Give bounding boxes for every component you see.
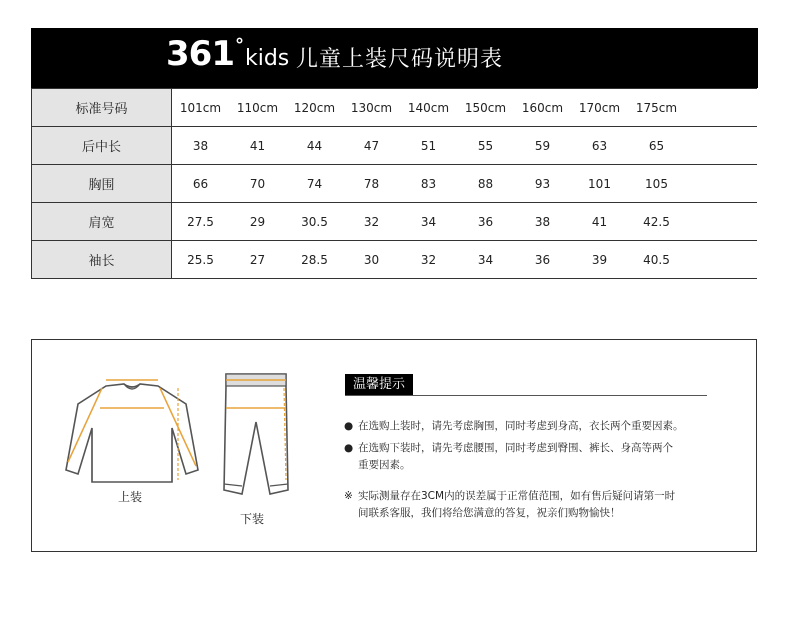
table-cell: 105 <box>628 165 685 203</box>
header-label: 标准号码 <box>32 89 172 127</box>
tip-text: 在选购上装时，请先考虑胸围，同时考虑到身高，衣长两个重要因素。 <box>358 420 684 432</box>
size-cell: 150cm <box>457 89 514 127</box>
table-cell: 47 <box>343 127 400 165</box>
table-cell: 51 <box>400 127 457 165</box>
table-cell: 41 <box>229 127 286 165</box>
table-cell: 55 <box>457 127 514 165</box>
table-cell: 83 <box>400 165 457 203</box>
table-cell: 27.5 <box>172 203 230 241</box>
table-cell: 41 <box>571 203 628 241</box>
table-pad <box>685 241 757 279</box>
table-cell: 66 <box>172 165 230 203</box>
row-label: 袖长 <box>32 241 172 279</box>
header-banner <box>31 28 758 88</box>
table-cell: 93 <box>514 165 571 203</box>
table-pad <box>685 203 757 241</box>
tip-text: 在选购下装时，请先考虑腰围，同时考虑到臀围、裤长、身高等两个 <box>358 442 673 454</box>
tip-text: 重要因素。 <box>358 459 411 471</box>
table-row <box>32 203 758 241</box>
table-cell: 36 <box>514 241 571 279</box>
size-cell: 101cm <box>172 89 230 127</box>
note-mark-icon: ※ <box>344 490 353 502</box>
table-pad <box>685 127 757 165</box>
table-cell: 42.5 <box>628 203 685 241</box>
note-item <box>344 488 739 522</box>
table-cell: 44 <box>286 127 343 165</box>
table-cell: 70 <box>229 165 286 203</box>
page-title: 儿童上装尺码说明表 <box>296 47 504 72</box>
size-table <box>31 88 757 279</box>
size-cell: 160cm <box>514 89 571 127</box>
table-row <box>32 127 758 165</box>
table-cell: 30.5 <box>286 203 343 241</box>
pants-caption: 下装 <box>240 512 265 526</box>
table-cell: 32 <box>400 241 457 279</box>
table-row <box>32 165 758 203</box>
table-cell: 27 <box>229 241 286 279</box>
tip-text: 实际测量存在3CM内的误差属于正常值范围，如有售后疑问请第一时 <box>358 490 676 502</box>
tip-item <box>344 440 739 474</box>
bullet-icon: ● <box>344 442 354 454</box>
tip-item <box>344 418 739 435</box>
brand-logo <box>166 34 289 74</box>
row-label: 肩宽 <box>32 203 172 241</box>
table-cell: 28.5 <box>286 241 343 279</box>
top-caption: 上装 <box>118 490 143 504</box>
top-garment-icon <box>62 372 202 492</box>
brand-number: 361 <box>166 34 234 74</box>
table-cell: 40.5 <box>628 241 685 279</box>
row-label: 胸围 <box>32 165 172 203</box>
table-cell: 63 <box>571 127 628 165</box>
size-cell: 130cm <box>343 89 400 127</box>
brand-degree: ° <box>234 35 244 56</box>
table-pad <box>685 165 757 203</box>
brand-kids: kids <box>244 46 290 71</box>
table-cell: 34 <box>400 203 457 241</box>
size-cell: 120cm <box>286 89 343 127</box>
size-cell: 140cm <box>400 89 457 127</box>
size-cell: 110cm <box>229 89 286 127</box>
table-cell: 78 <box>343 165 400 203</box>
bullet-icon: ● <box>344 420 354 432</box>
table-cell: 59 <box>514 127 571 165</box>
tips-divider <box>345 395 707 396</box>
table-pad <box>685 89 757 127</box>
table-cell: 32 <box>343 203 400 241</box>
table-header-row <box>32 89 758 127</box>
row-label: 后中长 <box>32 127 172 165</box>
table-cell: 39 <box>571 241 628 279</box>
table-cell: 29 <box>229 203 286 241</box>
notes-box <box>31 339 757 552</box>
table-cell: 65 <box>628 127 685 165</box>
table-cell: 25.5 <box>172 241 230 279</box>
table-cell: 88 <box>457 165 514 203</box>
table-row <box>32 241 758 279</box>
tips-title: 温馨提示 <box>345 374 413 396</box>
table-cell: 30 <box>343 241 400 279</box>
table-cell: 36 <box>457 203 514 241</box>
pants-garment-icon <box>220 370 292 506</box>
tip-text: 间联系客服，我们将给您满意的答复，祝亲们购物愉快！ <box>358 507 621 519</box>
table-cell: 74 <box>286 165 343 203</box>
size-cell: 175cm <box>628 89 685 127</box>
table-cell: 34 <box>457 241 514 279</box>
table-cell: 38 <box>514 203 571 241</box>
size-cell: 170cm <box>571 89 628 127</box>
table-cell: 101 <box>571 165 628 203</box>
table-cell: 38 <box>172 127 230 165</box>
